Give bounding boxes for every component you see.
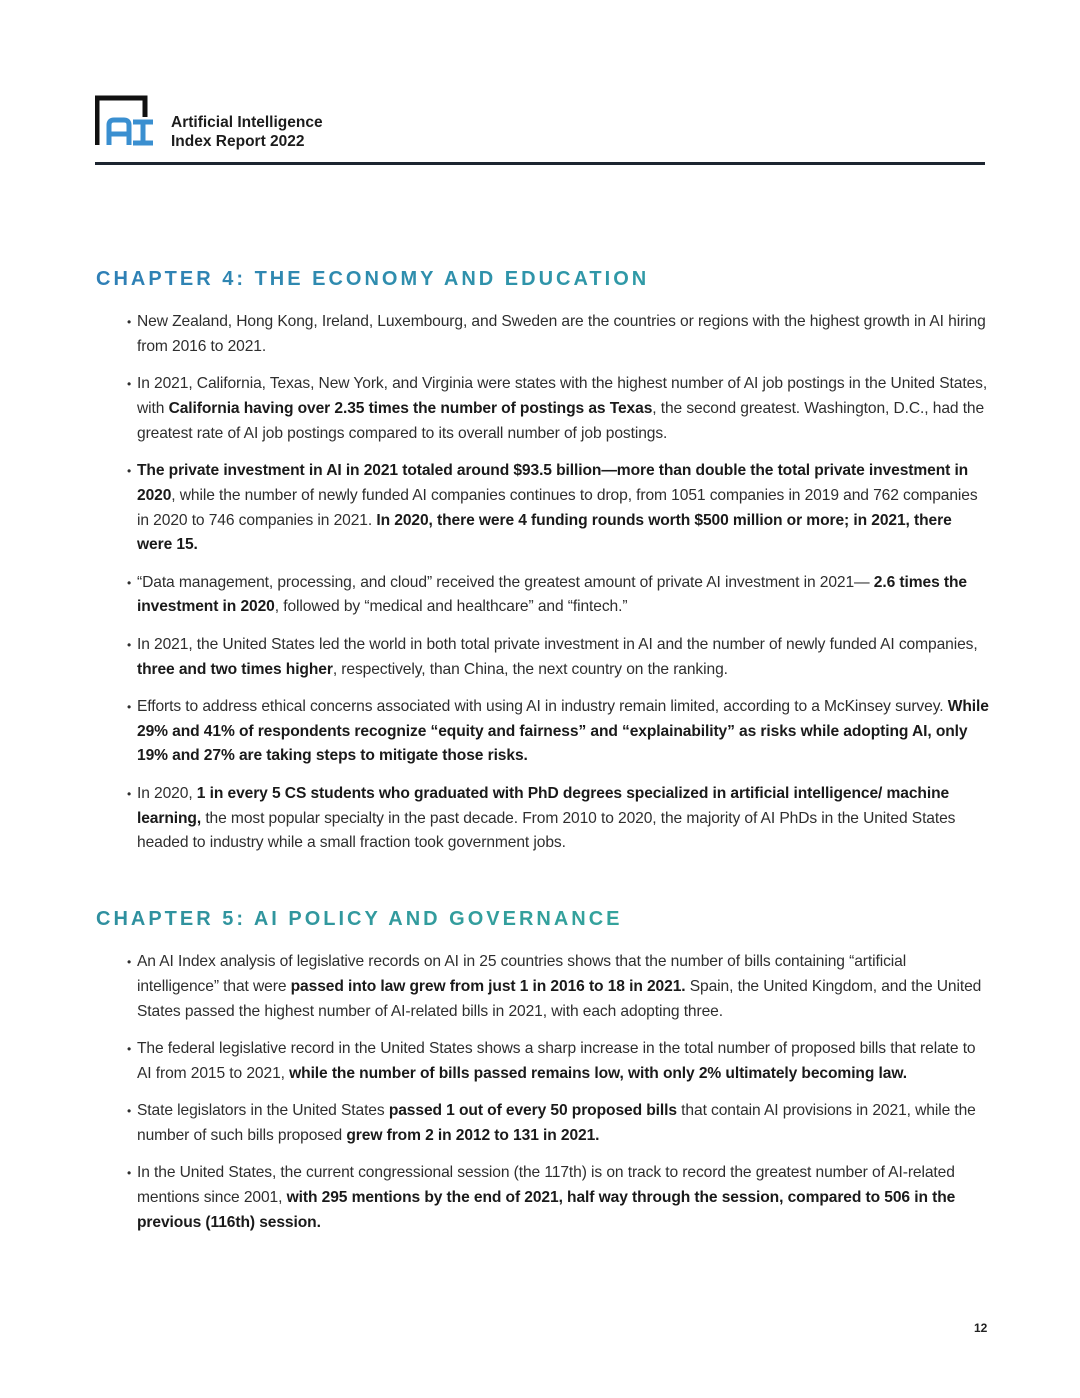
body-text: New Zealand, Hong Kong, Ireland, Luxembourg, and Sweden are the countries or regions with the highest growth in AI hiring from 2016 to 2021. [137, 313, 986, 355]
body-text: “Data management, processing, and cloud” received the greatest amount of private AI investment in 2021— [137, 573, 874, 591]
body-text: In 2020, [137, 784, 197, 802]
report-title [171, 113, 323, 151]
bold-text: 2.6 times the investment in 2020 [137, 573, 967, 616]
body-text: In 2021, the United States led the world in both total private investment in AI and the number of newly funded AI companies, [137, 635, 978, 653]
bullet-item [127, 372, 989, 446]
bold-text: with 295 mentions by the end of 2021, half way through the session, compared to 506 in the previous (116th) session. [137, 1188, 956, 1231]
chapter-4-bullets [127, 310, 989, 869]
body-text: In the United States, the current congressional session (the 117th) is on track to record the greatest number of AI-related mentions since 2001, [137, 1164, 955, 1206]
bold-text: grew from 2 in 2012 to 131 in 2021. [346, 1126, 600, 1144]
chapter-5-heading: CHAPTER 5: AI POLICY AND GOVERNANCE [96, 908, 623, 930]
bold-text: passed 1 out of every 50 proposed bills [388, 1101, 677, 1119]
report-title-line2: Index Report 2022 [171, 133, 305, 150]
bullet-item [127, 695, 989, 769]
body-text: An AI Index analysis of legislative records on AI in 25 countries shows that the number of bills containing “artificial intelligence” that were [137, 953, 907, 995]
chapter-4-heading: CHAPTER 4: THE ECONOMY AND EDUCATION [96, 268, 650, 290]
bullet-item [127, 1161, 989, 1235]
body-text: , the second greatest. Washington, D.C., had the greatest rate of AI job postings compared to its overall number of job postings. [137, 399, 985, 442]
bold-text: three and two times higher [137, 660, 333, 678]
body-text: that contain AI provisions in 2021, while the number of such bills proposed [137, 1101, 976, 1144]
bullet-item [127, 633, 989, 683]
bullet-item [127, 459, 989, 558]
bold-text: While 29% and 41% of respondents recognize “equity and fairness” and “explainability” as risks while adopting AI, only 19% and 27% are taking steps to mitigate those risks. [137, 697, 989, 765]
body-text: , followed by “medical and healthcare” and “fintech.” [274, 598, 628, 616]
bullet-item [127, 310, 989, 360]
body-text: , while the number of newly funded AI companies continues to drop, from 1051 companies in 2019 and 762 companies in 2020 to 746 companies in 2021. [137, 486, 978, 529]
bullet-item [127, 1099, 989, 1149]
bullet-item [127, 782, 989, 856]
header-divider [95, 162, 985, 165]
body-text: the most popular specialty in the past decade. From 2010 to 2020, the majority of AI PhDs in the United States headed to industry while a small fraction took government jobs. [137, 809, 956, 852]
body-text: The federal legislative record in the United States shows a sharp increase in the total number of proposed bills that relate to AI from 2015 to 2021, [137, 1039, 976, 1082]
ai-index-logo [95, 95, 155, 147]
body-text: , respectively, than China, the next country on the ranking. [332, 660, 728, 678]
bold-text: while the number of bills passed remains low, with only 2% ultimately becoming law. [289, 1064, 907, 1082]
body-text: In 2021, California, Texas, New York, and Virginia were states with the highest number of AI job postings in the United States, with [137, 375, 988, 417]
chapter-5-bullets [127, 950, 989, 1248]
bullet-item [127, 950, 989, 1024]
body-text: State legislators in the United States [137, 1101, 389, 1119]
report-title-line1: Artificial Intelligence [171, 114, 323, 131]
body-text: Efforts to address ethical concerns associated with using AI in industry remain limited, according to a McKinsey survey. [137, 697, 948, 715]
bullet-item [127, 1037, 989, 1087]
bold-text: California having over 2.35 times the number of postings as Texas [168, 399, 653, 417]
bold-text: 1 in every 5 CS students who graduated with PhD degrees specialized in artificial intelligence/ machine learning, [137, 784, 950, 827]
body-text: Spain, the United Kingdom, and the United States passed the highest number of AI-related bills in 2021, with each adopting three. [137, 977, 982, 1020]
bold-text: The private investment in AI in 2021 totaled around $93.5 billion—more than double the total private investment in 2020 [137, 461, 969, 504]
page-number: 12 [974, 1321, 988, 1335]
bullet-item [127, 571, 989, 621]
bold-text: In 2020, there were 4 funding rounds worth $500 million or more; in 2021, there were 15. [137, 511, 952, 554]
bold-text: passed into law grew from just 1 in 2016 to 18 in 2021. [290, 977, 686, 995]
